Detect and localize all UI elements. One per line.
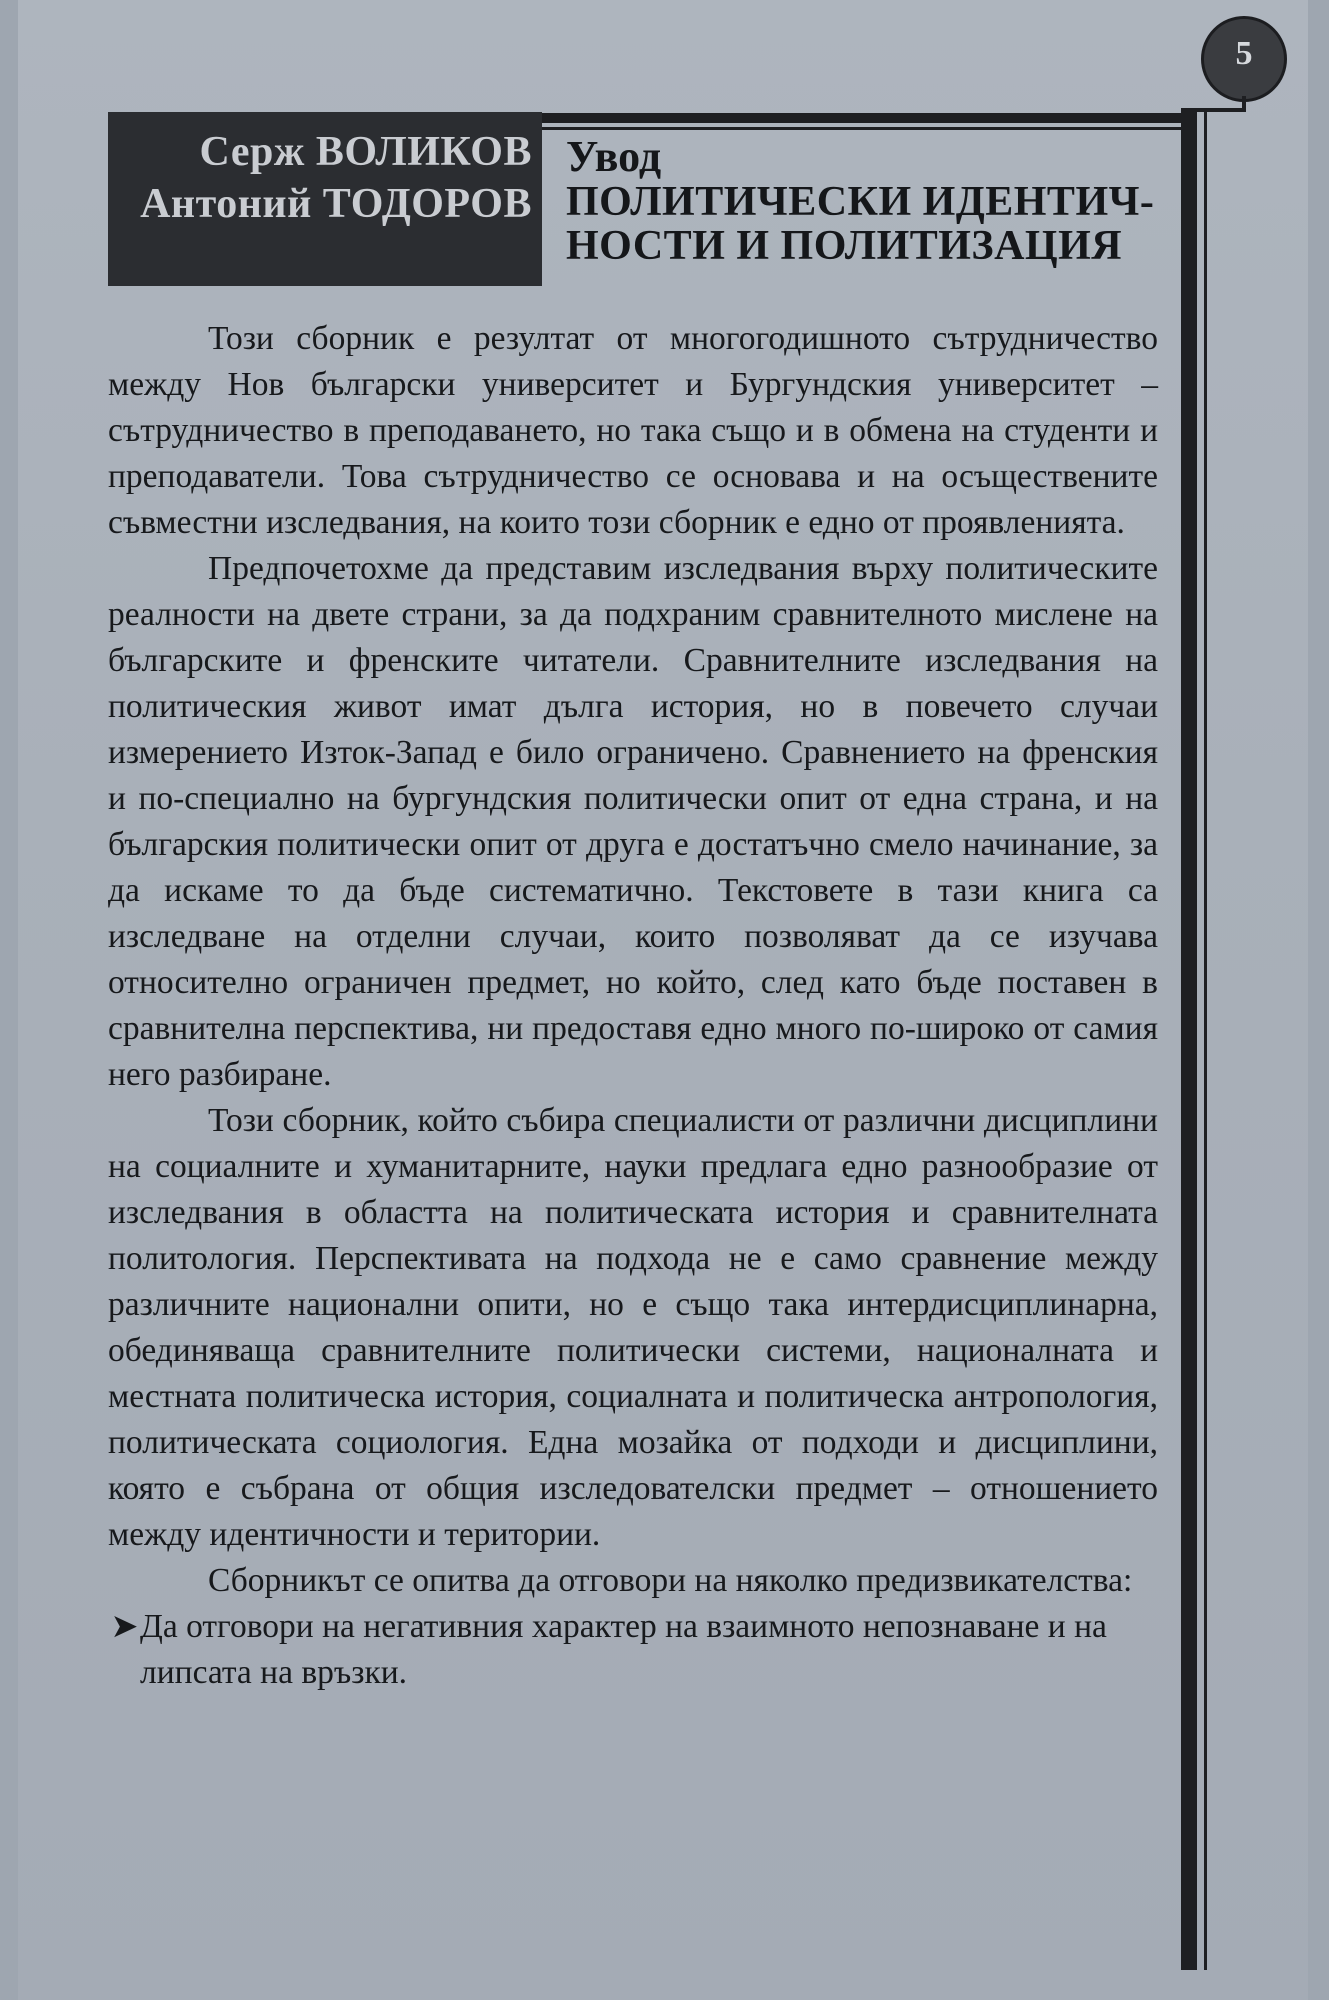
page-number: 5 [1235,35,1253,72]
chapter-heading [566,134,1166,268]
right-margin-rule-thin [1204,108,1207,1970]
chapter-title-line: ПОЛИТИЧЕСКИ ИДЕНТИЧ- [566,179,1155,225]
right-margin-rule-thick [1181,108,1197,1970]
header-rule-thin [542,127,1182,130]
body-text [108,316,1158,1696]
authors-box [108,112,542,286]
author-name: Серж ВОЛИКОВ [199,129,532,175]
header-rule-thick [542,113,1182,123]
paragraph: Този сборник, който събира специалисти от различни дисциплини на социалните и хуманитарните, науки предлага едно разнообразие от изследвания в областта на политическата история и сравнителната политология. Перспективата на подхода не е само сравнение между различните национални опити, но е също така интердисциплинарна, обединяваща сравнителните политически системи, националната и местната политическа история, социалната и политическа антропология, политическата социология. Една мозайка от подходи и дисциплини, която е събрана от общия изследователски предмет – отношението между идентичности и територии. [108,1102,1158,1553]
rule-connector-horizontal [1194,108,1246,112]
section-label: Увод [566,132,662,181]
chapter-title-line: НОСТИ И ПОЛИТИЗАЦИЯ [566,223,1123,269]
bullet-text: Да отговори на негативния характер на взаимното непознаване и на липсата на връзки. [140,1608,1107,1691]
bullet-item [108,1604,1158,1696]
author-name: Антоний ТОДОРОВ [140,181,532,227]
arrowhead-bullet-icon: ➤ [112,1610,138,1643]
paragraph: Сборникът се опитва да отговори на няколко предизвикателства: [208,1562,1133,1599]
book-page [18,0,1308,2000]
page-number-badge [1201,16,1287,102]
paragraph: Този сборник е резултат от многогодишното сътрудничество между Нов български университет и Бургундския университет – сътрудничество в преподаването, но така също и в обмена на студенти и преподаватели. Това сътрудничество се основава и на осъществените съвместни изследвания, на които този сборник е едно от проявленията. [108,320,1158,541]
paragraph: Предпочетохме да представим изследвания върху политическите реалности на двете страни, за да подхраним сравнителното мислене на българските и френските читатели. Сравнителните изследвания на политическия живот имат дълга история, но в повечето случаи измерението Изток-Запад е било ограничено. Сравнението на френския и по-специално на бургундския политически опит от една страна, и на българския политически опит от друга е достатъчно смело начинание, за да искаме то да бъде систематично. Текстовете в тази книга са изследване на отделни случаи, които позволяват да се изучава относително ограничен предмет, но който, след като бъде поставен в сравнителна перспектива, ни предоставя едно много по-широко от самия него разбиране. [108,550,1158,1093]
